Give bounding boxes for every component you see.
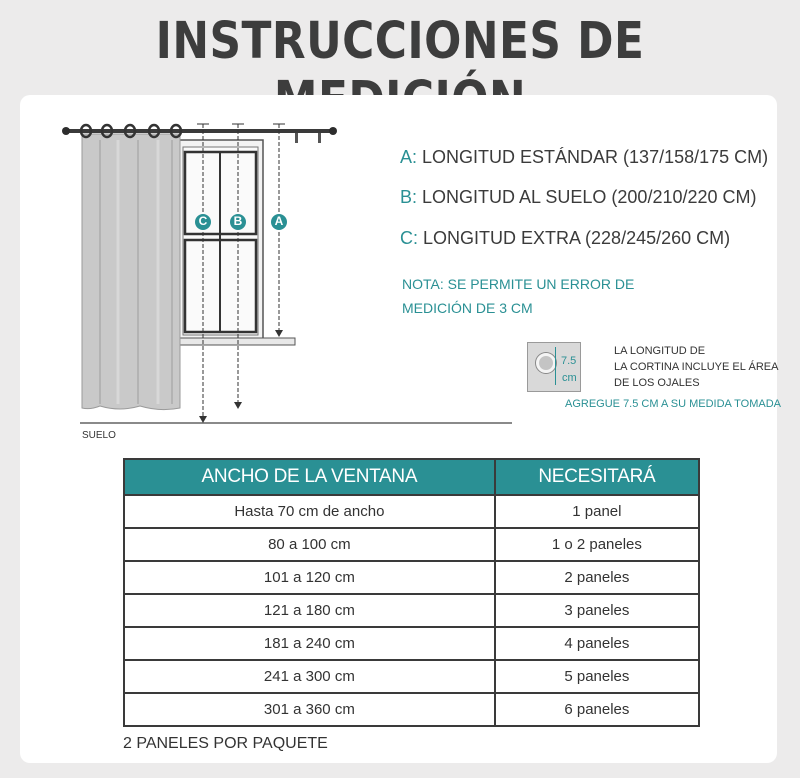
table-row <box>124 627 699 660</box>
width-cell: 101 a 120 cm <box>124 561 495 594</box>
table-row <box>124 594 699 627</box>
length-a <box>400 147 768 168</box>
measure-arrow-icon <box>555 347 556 385</box>
length-a-text: LONGITUD ESTÁNDAR (137/158/175 CM) <box>422 147 769 167</box>
panel-size-table <box>123 458 700 727</box>
curtain-rod <box>68 129 330 133</box>
width-cell: 80 a 100 cm <box>124 528 495 561</box>
panels-cell: 3 paneles <box>495 594 699 627</box>
header-window-width: ANCHO DE LA VENTANA <box>124 459 495 495</box>
length-c-letter: C: <box>400 228 418 248</box>
width-cell: 181 a 240 cm <box>124 627 495 660</box>
table-header-row <box>124 459 699 495</box>
width-cell: 301 a 360 cm <box>124 693 495 726</box>
length-b-letter: B: <box>400 187 418 207</box>
width-cell: 121 a 180 cm <box>124 594 495 627</box>
table-row <box>124 693 699 726</box>
page-title: INSTRUCCIONES DE <box>155 12 645 71</box>
grommet-add-note: AGREGUE 7.5 CM A SU MEDIDA TOMADA <box>565 398 781 410</box>
header-panels-needed: NECESITARÁ <box>495 459 699 495</box>
curtain-panel <box>82 134 180 410</box>
package-note: 2 PANELES POR PAQUETE <box>123 735 328 752</box>
length-b-text: LONGITUD AL SUELO (200/210/220 CM) <box>422 187 757 207</box>
grommet-illustration <box>527 342 581 392</box>
marker-b-label: B <box>233 214 243 228</box>
note-line-2: MEDICIÓN DE 3 CM <box>402 300 533 316</box>
panels-cell: 2 paneles <box>495 561 699 594</box>
note-line-1: NOTA: SE PERMITE UN ERROR DE <box>402 276 635 292</box>
length-b <box>400 187 757 208</box>
length-c-text: LONGITUD EXTRA (228/245/260 CM) <box>423 228 731 248</box>
marker-c-label: C <box>198 214 208 228</box>
grommet-unit: cm <box>562 372 577 384</box>
panels-cell: 6 paneles <box>495 693 699 726</box>
table-row <box>124 495 699 528</box>
grommet-note-line-1: LA LONGITUD DE <box>614 345 706 357</box>
floor-label: SUELO <box>82 430 116 441</box>
grommet-note-line-2: LA CORTINA INCLUYE EL ÁREA <box>614 361 779 373</box>
grommet-note <box>614 343 784 391</box>
table-row <box>124 561 699 594</box>
panels-cell: 4 paneles <box>495 627 699 660</box>
table-row <box>124 528 699 561</box>
length-c <box>400 228 730 249</box>
width-cell: Hasta 70 cm de ancho <box>124 495 495 528</box>
width-cell: 241 a 300 cm <box>124 660 495 693</box>
table-row <box>124 660 699 693</box>
panels-cell: 5 paneles <box>495 660 699 693</box>
panels-cell: 1 o 2 paneles <box>495 528 699 561</box>
grommet-note-line-3: DE LOS OJALES <box>614 377 700 389</box>
panels-cell: 1 panel <box>495 495 699 528</box>
length-a-letter: A: <box>400 147 418 167</box>
grommet-ring-icon <box>536 353 556 373</box>
grommet-value: 7.5 <box>561 355 577 367</box>
marker-a-label: A <box>274 214 284 228</box>
measurement-note <box>402 272 662 320</box>
